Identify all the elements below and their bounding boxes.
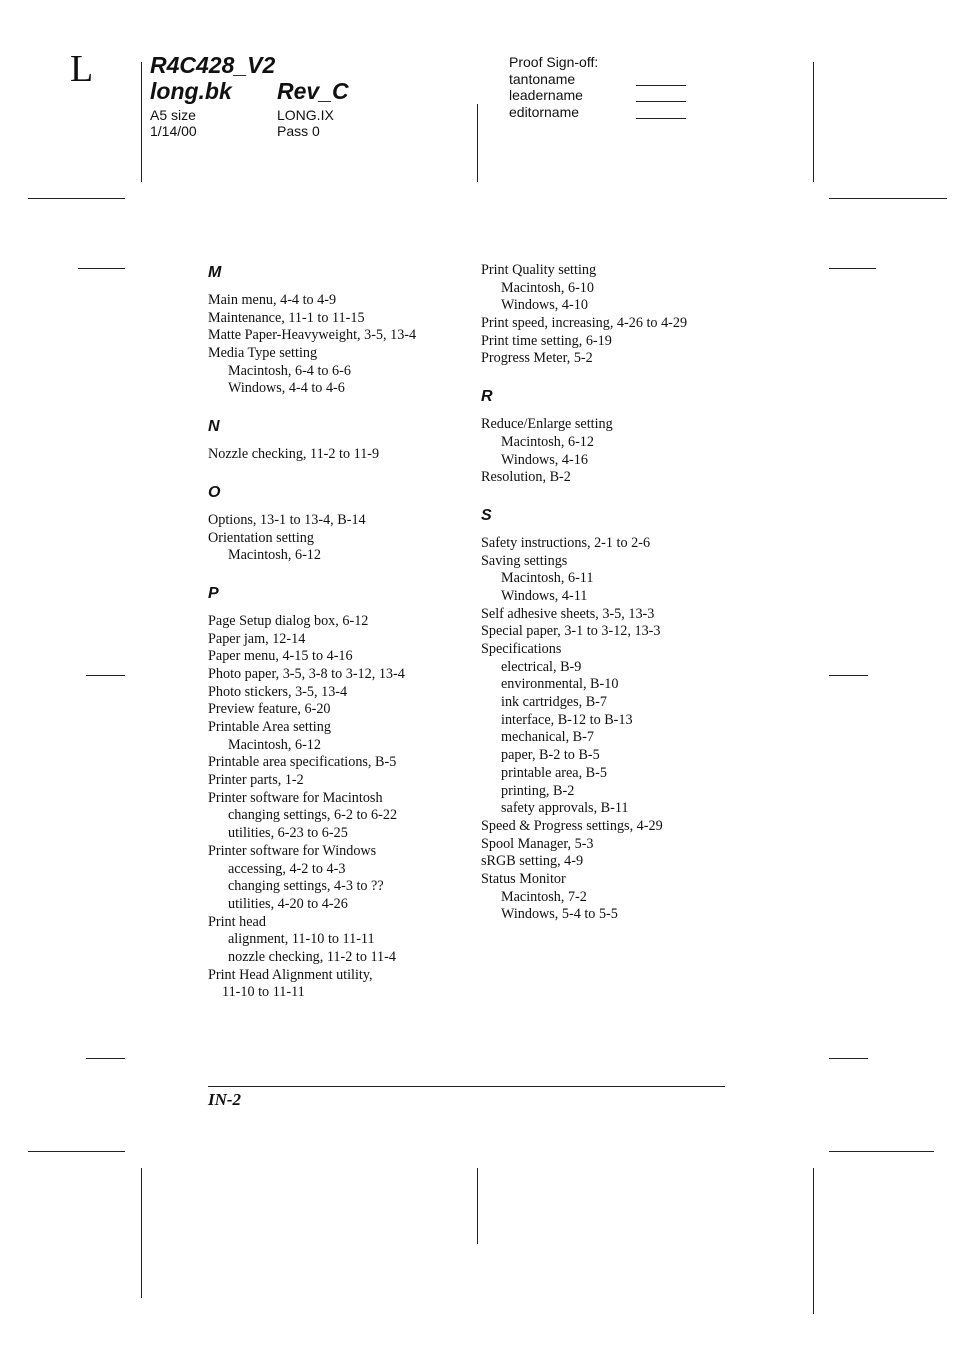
index-entry: Specifications [481,641,562,657]
index-subentry: 11-10 to 11-11 [222,984,305,1001]
index-entry: Orientation setting [208,529,314,546]
index-entry: Media Type setting [208,345,318,362]
index-subentry: printable area, B-5 [501,764,607,781]
index-entry: Status Monitor [481,870,566,887]
index-subentry: changing settings, 6-2 to 6-22 [228,807,398,824]
index-letter-heading: M [208,264,222,281]
index-subentry: mechanical, B-7 [501,729,594,746]
index-entry: Print Head Alignment utility, [208,966,373,983]
index-subentry: printing, B-2 [501,782,575,799]
index-entry: Paper jam, 12-14 [208,630,306,647]
crop-mark-top-left-vertical [141,62,142,182]
index-entry: Photo stickers, 3-5, 13-4 [208,683,348,700]
pass: Pass 0 [277,123,320,139]
proof-name: leadername [509,87,583,104]
index-entry: Printable area specifications, B-5 [208,754,397,771]
date: 1/14/00 [150,123,197,139]
proof-name: editorname [509,104,580,121]
index-entry: Printer software for Windows [208,842,377,859]
trim-mark-right-upper [829,268,876,269]
book-name: long.bk [150,78,232,104]
signature-line [636,118,686,119]
index-subentry: Macintosh, 6-12 [228,547,321,564]
index-entry: Nozzle checking, 11-2 to 11-9 [208,446,380,463]
index-subentry: alignment, 11-10 to 11-11 [228,931,375,948]
trim-mark-right-lower [829,1058,868,1059]
index-entry: Matte Paper-Heavyweight, 3-5, 13-4 [208,327,417,344]
proof-sign-off [509,54,689,121]
index-entry: Photo paper, 3-5, 3-8 to 3-12, 13-4 [208,665,405,682]
index-letter-heading: R [481,388,493,406]
crop-mark-top-right-vertical [813,62,814,182]
index-entry: Printable Area setting [208,719,331,735]
crop-mark-bottom-left-vertical [141,1168,142,1298]
index-entry: Special paper, 3-1 to 3-12, 13-3 [481,623,661,640]
crop-mark-bottom-center-vertical [477,1168,478,1244]
crop-mark-bottom-right-horizontal [829,1151,934,1152]
index-entry: Speed & Progress settings, 4-29 [481,817,663,834]
trim-mark-left-lower [86,1058,125,1059]
index-entry: Reduce/Enlarge setting [481,416,613,433]
index-entry: Paper menu, 4-15 to 4-16 [208,648,353,665]
index-letter-heading: P [208,584,219,602]
index-entry: Safety instructions, 2-1 to 2-6 [481,534,651,551]
doc-id: R4C428_V2 [150,52,276,78]
index-entry: Saving settings [481,552,568,569]
index-entry: Printer parts, 1-2 [208,772,304,789]
index-entry: Printer software for Macintosh [208,789,383,806]
page-size: A5 size [150,107,196,123]
index-entry: Self adhesive sheets, 3-5, 13-3 [481,605,655,622]
signature-line [636,85,686,86]
index-entry: Main menu, 4-4 to 4-9 [208,292,337,308]
index-subentry: Windows, 4-4 to 4-6 [228,380,345,397]
footer-rule [208,1086,725,1087]
index-entry: Print time setting, 6-19 [481,332,612,349]
trim-mark-right-middle [829,675,868,676]
index-subentry: Windows, 4-10 [501,297,588,314]
index-subentry: electrical, B-9 [501,658,582,675]
index-letter-heading: O [208,483,221,501]
index-subentry: interface, B-12 to B-13 [501,711,633,728]
crop-mark-top-right-horizontal [829,198,947,199]
index-column-right [481,262,731,924]
crop-mark-top-left-horizontal [28,198,125,199]
index-entry: Page Setup dialog box, 6-12 [208,612,369,629]
index-letter-heading: S [481,506,492,524]
index-entry: Maintenance, 11-1 to 11-15 [208,309,365,326]
index-letter-heading: N [208,418,220,436]
index-subentry: changing settings, 4-3 to ?? [228,878,384,895]
index-subentry: Macintosh, 6-4 to 6-6 [228,362,351,379]
revision: Rev_C [277,78,349,104]
index-entry: Print speed, increasing, 4-26 to 4-29 [481,315,688,332]
proof-row [509,87,689,104]
index-subentry: utilities, 4-20 to 4-26 [228,895,348,912]
crop-mark-bottom-left-horizontal [28,1151,125,1152]
index-subentry: Macintosh, 6-12 [228,736,321,753]
crop-mark-top-center-vertical [477,104,478,182]
index-entry: Print head [208,913,266,930]
index-subentry: Macintosh, 7-2 [501,888,587,905]
index-subentry: Macintosh, 6-11 [501,570,594,587]
index-subentry: nozzle checking, 11-2 to 11-4 [228,948,396,965]
index-subentry: paper, B-2 to B-5 [501,747,600,764]
index-entry: Resolution, B-2 [481,469,571,486]
index-subentry: safety approvals, B-11 [501,800,629,817]
signature-line [636,101,686,102]
index-subentry: accessing, 4-2 to 4-3 [228,860,346,877]
proof-row [509,71,689,88]
proof-row [509,104,689,121]
index-subentry: Macintosh, 6-10 [501,279,594,296]
index-entry: Options, 13-1 to 13-4, B-14 [208,511,366,528]
index-subentry: Macintosh, 6-12 [501,433,594,450]
proof-title: Proof Sign-off: [509,54,599,70]
index-subentry: environmental, B-10 [501,676,619,693]
index-entry: Preview feature, 6-20 [208,701,331,718]
page-side-mark: L [70,48,94,90]
index-entry: Progress Meter, 5-2 [481,350,593,367]
index-subentry: Windows, 4-16 [501,451,588,468]
index-subentry: ink cartridges, B-7 [501,694,607,711]
index-subentry: Windows, 4-11 [501,587,588,604]
trim-mark-left-middle [86,675,125,676]
crop-mark-bottom-right-vertical [813,1168,814,1314]
trim-mark-left-upper [78,268,125,269]
index-entry: sRGB setting, 4-9 [481,853,584,870]
index-column-left [208,262,458,1002]
index-subentry: Windows, 5-4 to 5-5 [501,906,618,923]
index-entry: Spool Manager, 5-3 [481,835,594,852]
index-entry: Print Quality setting [481,262,597,278]
page-number: IN-2 [208,1090,242,1109]
proof-name: tantoname [509,70,576,87]
file-name: LONG.IX [277,107,334,123]
index-subentry: utilities, 6-23 to 6-25 [228,825,348,842]
